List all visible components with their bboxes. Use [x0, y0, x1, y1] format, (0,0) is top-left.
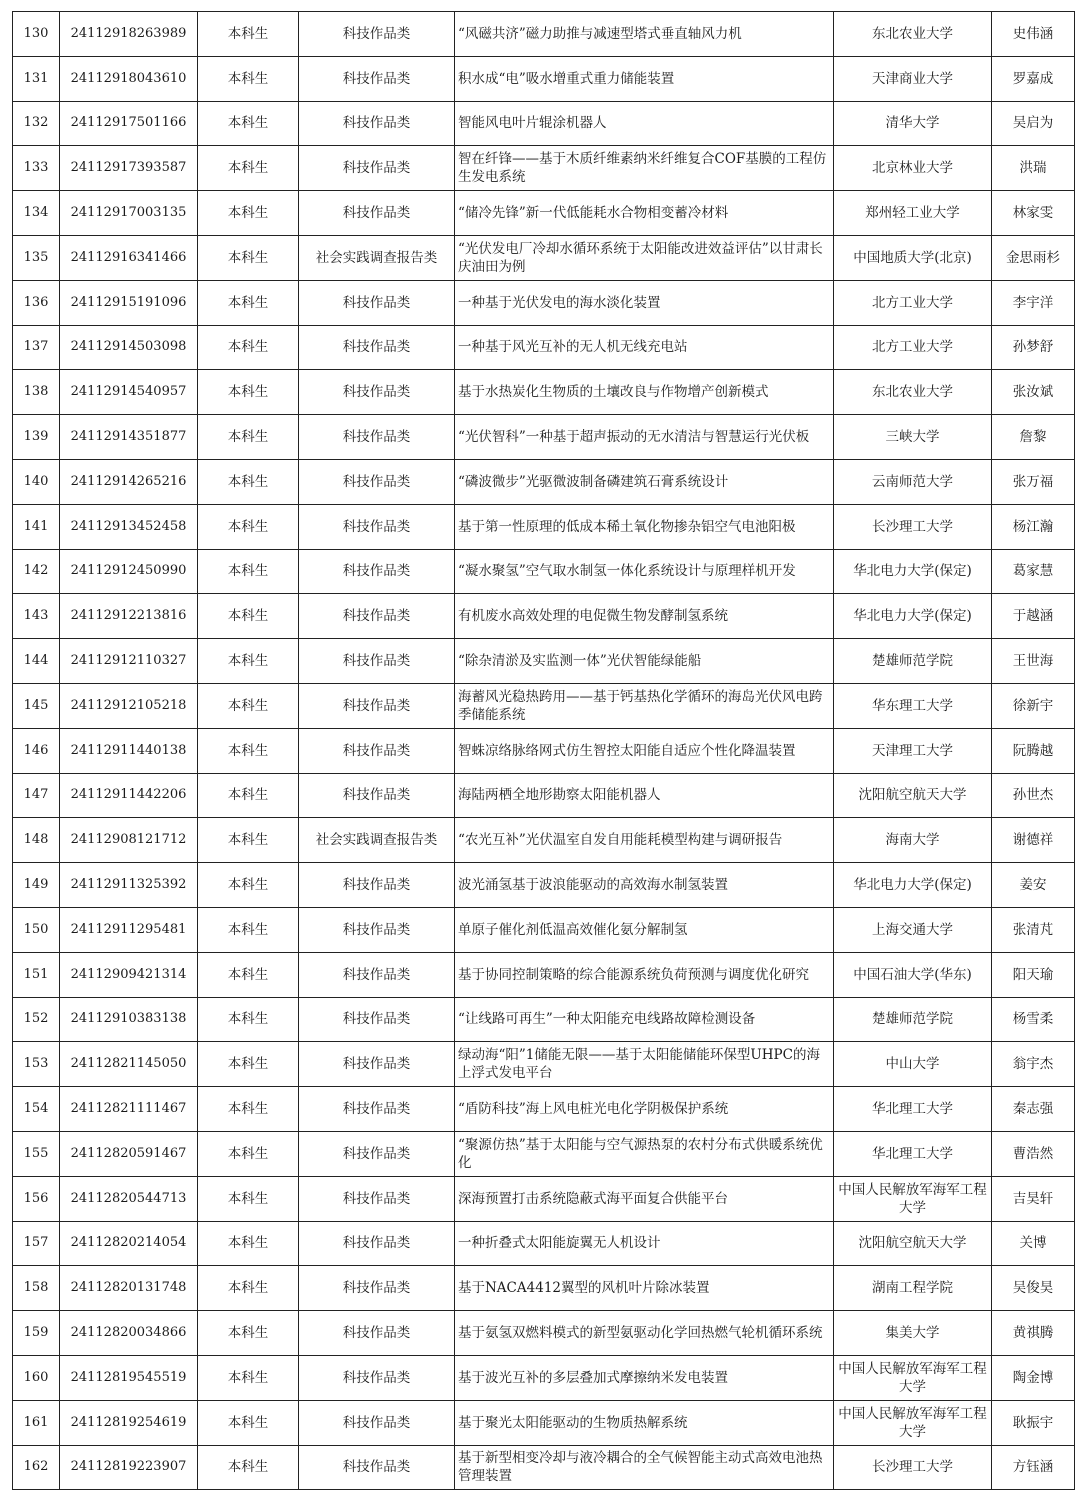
school-cell: 华北理工大学 [834, 1087, 992, 1132]
row-number-cell: 130 [13, 12, 60, 57]
school-cell: 华北电力大学(保定) [834, 549, 992, 594]
project-title-cell: 深海预置打击系统隐蔽式海平面复合供能平台 [455, 1176, 834, 1221]
student-level-cell: 本科生 [198, 818, 299, 863]
school-cell: 中国石油大学(华东) [834, 952, 992, 997]
project-title-cell: 绿动海“阳”1储能无限——基于太阳能储能环保型UHPC的海上浮式发电平台 [455, 1042, 834, 1087]
project-title-cell: 基于波光互补的多层叠加式摩擦纳米发电装置 [455, 1355, 834, 1400]
row-number-cell: 131 [13, 56, 60, 101]
author-cell: 孙世杰 [992, 773, 1075, 818]
table-row [13, 56, 1075, 101]
table-row [13, 818, 1075, 863]
entry-id-cell: 24112909421314 [60, 952, 198, 997]
author-cell: 谢德祥 [992, 818, 1075, 863]
student-level-cell: 本科生 [198, 773, 299, 818]
school-cell: 中国地质大学(北京) [834, 235, 992, 280]
author-cell: 秦志强 [992, 1087, 1075, 1132]
category-cell: 科技作品类 [299, 415, 455, 460]
entry-id-cell: 24112912213816 [60, 594, 198, 639]
student-level-cell: 本科生 [198, 997, 299, 1042]
project-title-cell: 基于水热炭化生物质的土壤改良与作物增产创新模式 [455, 370, 834, 415]
student-level-cell: 本科生 [198, 504, 299, 549]
school-cell: 云南师范大学 [834, 459, 992, 504]
row-number-cell: 133 [13, 146, 60, 191]
author-cell: 杨江瀚 [992, 504, 1075, 549]
author-cell: 阮腾越 [992, 728, 1075, 773]
school-cell: 沈阳航空航天大学 [834, 1221, 992, 1266]
project-title-cell: 波光涌氢基于波浪能驱动的高效海水制氢装置 [455, 863, 834, 908]
row-number-cell: 155 [13, 1131, 60, 1176]
table-row [13, 1311, 1075, 1356]
category-cell: 科技作品类 [299, 459, 455, 504]
award-list-table [12, 11, 1075, 1490]
school-cell: 长沙理工大学 [834, 1445, 992, 1490]
student-level-cell: 本科生 [198, 1087, 299, 1132]
entry-id-cell: 24112821111467 [60, 1087, 198, 1132]
table-row [13, 325, 1075, 370]
category-cell: 科技作品类 [299, 146, 455, 191]
row-number-cell: 144 [13, 639, 60, 684]
table-row [13, 1400, 1075, 1445]
school-cell: 中国人民解放军海军工程大学 [834, 1176, 992, 1221]
entry-id-cell: 24112820214054 [60, 1221, 198, 1266]
table-row [13, 235, 1075, 280]
project-title-cell: 智能风电叶片辊涂机器人 [455, 101, 834, 146]
entry-id-cell: 24112821145050 [60, 1042, 198, 1087]
row-number-cell: 141 [13, 504, 60, 549]
category-cell: 科技作品类 [299, 997, 455, 1042]
row-number-cell: 153 [13, 1042, 60, 1087]
school-cell: 东北农业大学 [834, 370, 992, 415]
table-row [13, 1355, 1075, 1400]
row-number-cell: 149 [13, 863, 60, 908]
student-level-cell: 本科生 [198, 459, 299, 504]
row-number-cell: 143 [13, 594, 60, 639]
category-cell: 科技作品类 [299, 325, 455, 370]
student-level-cell: 本科生 [198, 1131, 299, 1176]
student-level-cell: 本科生 [198, 952, 299, 997]
category-cell: 科技作品类 [299, 191, 455, 236]
row-number-cell: 156 [13, 1176, 60, 1221]
school-cell: 清华大学 [834, 101, 992, 146]
entry-id-cell: 24112917501166 [60, 101, 198, 146]
table-row [13, 101, 1075, 146]
row-number-cell: 154 [13, 1087, 60, 1132]
table-row [13, 728, 1075, 773]
row-number-cell: 145 [13, 683, 60, 728]
project-title-cell: 基于协同控制策略的综合能源系统负荷预测与调度优化研究 [455, 952, 834, 997]
project-title-cell: 智在纤锋——基于木质纤维素纳米纤维复合COF基膜的工程仿生发电系统 [455, 146, 834, 191]
author-cell: 吴启为 [992, 101, 1075, 146]
student-level-cell: 本科生 [198, 191, 299, 236]
category-cell: 科技作品类 [299, 639, 455, 684]
student-level-cell: 本科生 [198, 907, 299, 952]
entry-id-cell: 24112820034866 [60, 1311, 198, 1356]
entry-id-cell: 24112911440138 [60, 728, 198, 773]
row-number-cell: 159 [13, 1311, 60, 1356]
project-title-cell: “盾防科技”海上风电桩光电化学阴极保护系统 [455, 1087, 834, 1132]
project-title-cell: “农光互补”光伏温室自发自用能耗模型构建与调研报告 [455, 818, 834, 863]
project-title-cell: “聚源仿热”基于太阳能与空气源热泵的农村分布式供暖系统优化 [455, 1131, 834, 1176]
project-title-cell: “风磁共济”磁力助推与减速型塔式垂直轴风力机 [455, 12, 834, 57]
table-row [13, 191, 1075, 236]
entry-id-cell: 24112917003135 [60, 191, 198, 236]
school-cell: 天津理工大学 [834, 728, 992, 773]
school-cell: 湖南工程学院 [834, 1266, 992, 1311]
entry-id-cell: 24112914265216 [60, 459, 198, 504]
project-title-cell: “让线路可再生”一种太阳能充电线路故障检测设备 [455, 997, 834, 1042]
row-number-cell: 139 [13, 415, 60, 460]
author-cell: 曹浩然 [992, 1131, 1075, 1176]
author-cell: 吴俊昊 [992, 1266, 1075, 1311]
author-cell: 李宇洋 [992, 280, 1075, 325]
row-number-cell: 147 [13, 773, 60, 818]
table-row [13, 415, 1075, 460]
project-title-cell: “凝水聚氢”空气取水制氢一体化系统设计与原理样机开发 [455, 549, 834, 594]
category-cell: 科技作品类 [299, 728, 455, 773]
school-cell: 郑州轻工业大学 [834, 191, 992, 236]
student-level-cell: 本科生 [198, 12, 299, 57]
table-row [13, 997, 1075, 1042]
author-cell: 耿振宇 [992, 1400, 1075, 1445]
author-cell: 张汝斌 [992, 370, 1075, 415]
student-level-cell: 本科生 [198, 101, 299, 146]
category-cell: 科技作品类 [299, 1266, 455, 1311]
table-row [13, 12, 1075, 57]
row-number-cell: 157 [13, 1221, 60, 1266]
entry-id-cell: 24112911325392 [60, 863, 198, 908]
school-cell: 华北理工大学 [834, 1131, 992, 1176]
project-title-cell: 基于新型相变冷却与液冷耦合的全气候智能主动式高效电池热管理装置 [455, 1445, 834, 1490]
entry-id-cell: 24112912450990 [60, 549, 198, 594]
author-cell: 吉昊轩 [992, 1176, 1075, 1221]
author-cell: 葛家慧 [992, 549, 1075, 594]
school-cell: 沈阳航空航天大学 [834, 773, 992, 818]
author-cell: 洪瑞 [992, 146, 1075, 191]
entry-id-cell: 24112819254619 [60, 1400, 198, 1445]
student-level-cell: 本科生 [198, 1221, 299, 1266]
student-level-cell: 本科生 [198, 280, 299, 325]
school-cell: 中国人民解放军海军工程大学 [834, 1355, 992, 1400]
entry-id-cell: 24112914351877 [60, 415, 198, 460]
entry-id-cell: 24112913452458 [60, 504, 198, 549]
school-cell: 上海交通大学 [834, 907, 992, 952]
category-cell: 科技作品类 [299, 1400, 455, 1445]
project-title-cell: 积水成“电”吸水增重式重力储能装置 [455, 56, 834, 101]
category-cell: 科技作品类 [299, 370, 455, 415]
category-cell: 科技作品类 [299, 863, 455, 908]
category-cell: 科技作品类 [299, 1221, 455, 1266]
project-title-cell: 基于聚光太阳能驱动的生物质热解系统 [455, 1400, 834, 1445]
author-cell: 王世海 [992, 639, 1075, 684]
table-row [13, 504, 1075, 549]
table-row [13, 952, 1075, 997]
entry-id-cell: 24112820591467 [60, 1131, 198, 1176]
table-row [13, 1176, 1075, 1221]
row-number-cell: 160 [13, 1355, 60, 1400]
entry-id-cell: 24112914540957 [60, 370, 198, 415]
category-cell: 科技作品类 [299, 773, 455, 818]
school-cell: 楚雄师范学院 [834, 997, 992, 1042]
row-number-cell: 150 [13, 907, 60, 952]
author-cell: 史伟涵 [992, 12, 1075, 57]
project-title-cell: 智蛛凉络脉络网式仿生智控太阳能自适应个性化降温装置 [455, 728, 834, 773]
table-row [13, 280, 1075, 325]
student-level-cell: 本科生 [198, 594, 299, 639]
entry-id-cell: 24112917393587 [60, 146, 198, 191]
project-title-cell: 海陆两栖全地形勘察太阳能机器人 [455, 773, 834, 818]
table-row [13, 639, 1075, 684]
table-row [13, 773, 1075, 818]
category-cell: 科技作品类 [299, 280, 455, 325]
entry-id-cell: 24112914503098 [60, 325, 198, 370]
school-cell: 北方工业大学 [834, 325, 992, 370]
category-cell: 科技作品类 [299, 594, 455, 639]
row-number-cell: 158 [13, 1266, 60, 1311]
table-row [13, 863, 1075, 908]
student-level-cell: 本科生 [198, 1445, 299, 1490]
table-row [13, 594, 1075, 639]
school-cell: 华北电力大学(保定) [834, 594, 992, 639]
project-title-cell: “储冷先锋”新一代低能耗水合物相变蓄冷材料 [455, 191, 834, 236]
project-title-cell: “光伏智科”一种基于超声振动的无水清洁与智慧运行光伏板 [455, 415, 834, 460]
school-cell: 集美大学 [834, 1311, 992, 1356]
school-cell: 长沙理工大学 [834, 504, 992, 549]
entry-id-cell: 24112912105218 [60, 683, 198, 728]
project-title-cell: “磷波微步”光驱微波制备磷建筑石膏系统设计 [455, 459, 834, 504]
project-title-cell: 基于NACA4412翼型的风机叶片除冰装置 [455, 1266, 834, 1311]
project-title-cell: 一种折叠式太阳能旋翼无人机设计 [455, 1221, 834, 1266]
project-title-cell: 海蓄风光稳热跨用——基于钙基热化学循环的海岛光伏风电跨季储能系统 [455, 683, 834, 728]
author-cell: 张万福 [992, 459, 1075, 504]
school-cell: 海南大学 [834, 818, 992, 863]
student-level-cell: 本科生 [198, 863, 299, 908]
category-cell: 科技作品类 [299, 549, 455, 594]
entry-id-cell: 24112820544713 [60, 1176, 198, 1221]
table-row [13, 1266, 1075, 1311]
school-cell: 北京林业大学 [834, 146, 992, 191]
project-title-cell: 一种基于光伏发电的海水淡化装置 [455, 280, 834, 325]
author-cell: 杨雪柔 [992, 997, 1075, 1042]
project-title-cell: 单原子催化剂低温高效催化氨分解制氢 [455, 907, 834, 952]
table-row [13, 1087, 1075, 1132]
category-cell: 科技作品类 [299, 101, 455, 146]
table-row [13, 1445, 1075, 1490]
student-level-cell: 本科生 [198, 549, 299, 594]
table-row [13, 459, 1075, 504]
category-cell: 科技作品类 [299, 1042, 455, 1087]
student-level-cell: 本科生 [198, 415, 299, 460]
author-cell: 张清芃 [992, 907, 1075, 952]
row-number-cell: 148 [13, 818, 60, 863]
project-title-cell: 基于氨氢双燃料模式的新型氨驱动化学回热燃气轮机循环系统 [455, 1311, 834, 1356]
table-row [13, 370, 1075, 415]
entry-id-cell: 24112916341466 [60, 235, 198, 280]
entry-id-cell: 24112910383138 [60, 997, 198, 1042]
entry-id-cell: 24112912110327 [60, 639, 198, 684]
table-row [13, 1042, 1075, 1087]
school-cell: 中国人民解放军海军工程大学 [834, 1400, 992, 1445]
author-cell: 孙梦舒 [992, 325, 1075, 370]
author-cell: 于越涵 [992, 594, 1075, 639]
row-number-cell: 152 [13, 997, 60, 1042]
row-number-cell: 151 [13, 952, 60, 997]
row-number-cell: 132 [13, 101, 60, 146]
row-number-cell: 142 [13, 549, 60, 594]
category-cell: 科技作品类 [299, 1311, 455, 1356]
entry-id-cell: 24112819545519 [60, 1355, 198, 1400]
row-number-cell: 161 [13, 1400, 60, 1445]
school-cell: 华东理工大学 [834, 683, 992, 728]
row-number-cell: 134 [13, 191, 60, 236]
category-cell: 科技作品类 [299, 12, 455, 57]
entry-id-cell: 24112918043610 [60, 56, 198, 101]
student-level-cell: 本科生 [198, 325, 299, 370]
entry-id-cell: 24112915191096 [60, 280, 198, 325]
student-level-cell: 本科生 [198, 370, 299, 415]
student-level-cell: 本科生 [198, 639, 299, 684]
project-title-cell: 有机废水高效处理的电促微生物发酵制氢系统 [455, 594, 834, 639]
student-level-cell: 本科生 [198, 1042, 299, 1087]
school-cell: 北方工业大学 [834, 280, 992, 325]
student-level-cell: 本科生 [198, 728, 299, 773]
entry-id-cell: 24112911442206 [60, 773, 198, 818]
project-title-cell: “除杂清淤及实监测一体”光伏智能绿能船 [455, 639, 834, 684]
student-level-cell: 本科生 [198, 1355, 299, 1400]
table-row [13, 549, 1075, 594]
entry-id-cell: 24112820131748 [60, 1266, 198, 1311]
category-cell: 科技作品类 [299, 1131, 455, 1176]
category-cell: 科技作品类 [299, 1355, 455, 1400]
school-cell: 三峡大学 [834, 415, 992, 460]
author-cell: 方钰涵 [992, 1445, 1075, 1490]
school-cell: 东北农业大学 [834, 12, 992, 57]
table-row [13, 1131, 1075, 1176]
project-title-cell: 基于第一性原理的低成本稀土氧化物掺杂铝空气电池阳极 [455, 504, 834, 549]
category-cell: 科技作品类 [299, 907, 455, 952]
student-level-cell: 本科生 [198, 235, 299, 280]
row-number-cell: 138 [13, 370, 60, 415]
entry-id-cell: 24112819223907 [60, 1445, 198, 1490]
entry-id-cell: 24112911295481 [60, 907, 198, 952]
project-title-cell: “光伏发电厂冷却水循环系统于太阳能改进效益评估”以甘肃长庆油田为例 [455, 235, 834, 280]
category-cell: 科技作品类 [299, 1176, 455, 1221]
student-level-cell: 本科生 [198, 56, 299, 101]
author-cell: 关博 [992, 1221, 1075, 1266]
entry-id-cell: 24112918263989 [60, 12, 198, 57]
author-cell: 金思雨杉 [992, 235, 1075, 280]
author-cell: 詹黎 [992, 415, 1075, 460]
category-cell: 社会实践调查报告类 [299, 235, 455, 280]
author-cell: 姜安 [992, 863, 1075, 908]
author-cell: 罗嘉成 [992, 56, 1075, 101]
project-title-cell: 一种基于风光互补的无人机无线充电站 [455, 325, 834, 370]
author-cell: 黄祺腾 [992, 1311, 1075, 1356]
category-cell: 科技作品类 [299, 1445, 455, 1490]
table-row [13, 683, 1075, 728]
student-level-cell: 本科生 [198, 1311, 299, 1356]
category-cell: 科技作品类 [299, 504, 455, 549]
category-cell: 社会实践调查报告类 [299, 818, 455, 863]
category-cell: 科技作品类 [299, 952, 455, 997]
table-row [13, 907, 1075, 952]
school-cell: 楚雄师范学院 [834, 639, 992, 684]
school-cell: 天津商业大学 [834, 56, 992, 101]
category-cell: 科技作品类 [299, 1087, 455, 1132]
student-level-cell: 本科生 [198, 1400, 299, 1445]
row-number-cell: 140 [13, 459, 60, 504]
student-level-cell: 本科生 [198, 683, 299, 728]
row-number-cell: 162 [13, 1445, 60, 1490]
author-cell: 徐新宇 [992, 683, 1075, 728]
category-cell: 科技作品类 [299, 683, 455, 728]
author-cell: 陶金博 [992, 1355, 1075, 1400]
award-list-body [13, 12, 1075, 1490]
row-number-cell: 136 [13, 280, 60, 325]
author-cell: 林家雯 [992, 191, 1075, 236]
entry-id-cell: 24112908121712 [60, 818, 198, 863]
table-row [13, 146, 1075, 191]
student-level-cell: 本科生 [198, 1176, 299, 1221]
category-cell: 科技作品类 [299, 56, 455, 101]
row-number-cell: 146 [13, 728, 60, 773]
author-cell: 阳天瑜 [992, 952, 1075, 997]
school-cell: 华北电力大学(保定) [834, 863, 992, 908]
row-number-cell: 135 [13, 235, 60, 280]
student-level-cell: 本科生 [198, 1266, 299, 1311]
student-level-cell: 本科生 [198, 146, 299, 191]
school-cell: 中山大学 [834, 1042, 992, 1087]
author-cell: 翁宇杰 [992, 1042, 1075, 1087]
row-number-cell: 137 [13, 325, 60, 370]
table-row [13, 1221, 1075, 1266]
